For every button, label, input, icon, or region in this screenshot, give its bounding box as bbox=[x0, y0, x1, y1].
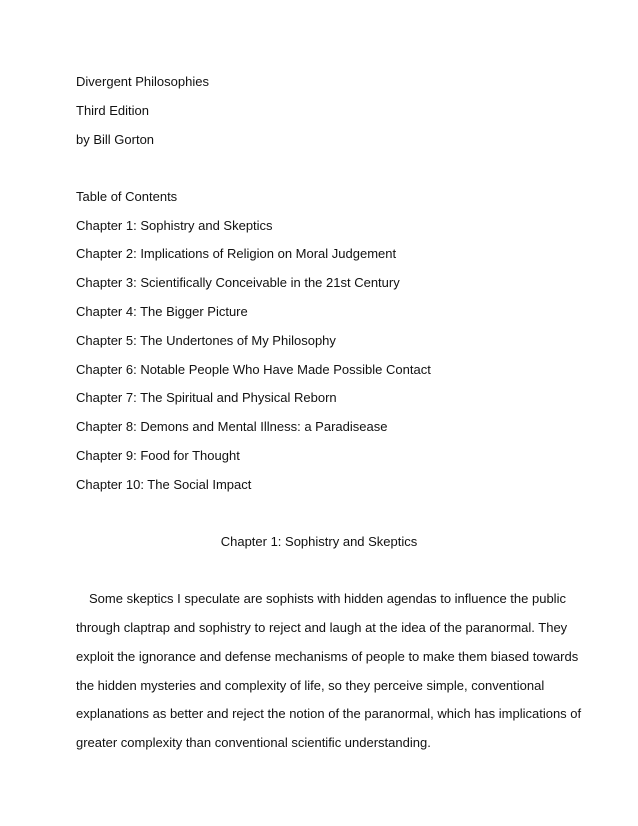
toc-heading: Table of Contents bbox=[76, 189, 178, 204]
toc-entry-5: Chapter 5: The Undertones of My Philosophy bbox=[76, 333, 336, 348]
paragraph-line: explanations as better and reject the notion of the paranormal, which has implications of bbox=[76, 706, 582, 721]
paragraph-line: the hidden mysteries and complexity of life, so they perceive simple, conventional bbox=[76, 678, 545, 693]
toc-entry-3: Chapter 3: Scientifically Conceivable in the 21st Century bbox=[76, 275, 400, 290]
toc-entry-9: Chapter 9: Food for Thought bbox=[76, 448, 240, 463]
book-edition: Third Edition bbox=[76, 103, 149, 118]
paragraph-line: through claptrap and sophistry to reject and laugh at the idea of the paranormal. They bbox=[76, 620, 568, 635]
toc-entry-7: Chapter 7: The Spiritual and Physical Reborn bbox=[76, 390, 337, 405]
toc-entry-1: Chapter 1: Sophistry and Skeptics bbox=[76, 218, 273, 233]
toc-entry-6: Chapter 6: Notable People Who Have Made Possible Contact bbox=[76, 362, 431, 377]
toc-entry-4: Chapter 4: The Bigger Picture bbox=[76, 304, 248, 319]
book-author: by Bill Gorton bbox=[76, 132, 155, 147]
paragraph-line: greater complexity than conventional scientific understanding. bbox=[76, 735, 431, 750]
toc-entry-8: Chapter 8: Demons and Mental Illness: a Paradisease bbox=[76, 419, 388, 434]
paragraph-line: exploit the ignorance and defense mechanisms of people to make them biased towards bbox=[76, 649, 579, 664]
book-title: Divergent Philosophies bbox=[76, 74, 209, 89]
toc-entry-2: Chapter 2: Implications of Religion on Moral Judgement bbox=[76, 246, 397, 261]
paragraph-line: Some skeptics I speculate are sophists with hidden agendas to influence the public bbox=[89, 591, 566, 606]
toc-entry-10: Chapter 10: The Social Impact bbox=[76, 477, 252, 492]
chapter-heading: Chapter 1: Sophistry and Skeptics bbox=[220, 534, 418, 549]
